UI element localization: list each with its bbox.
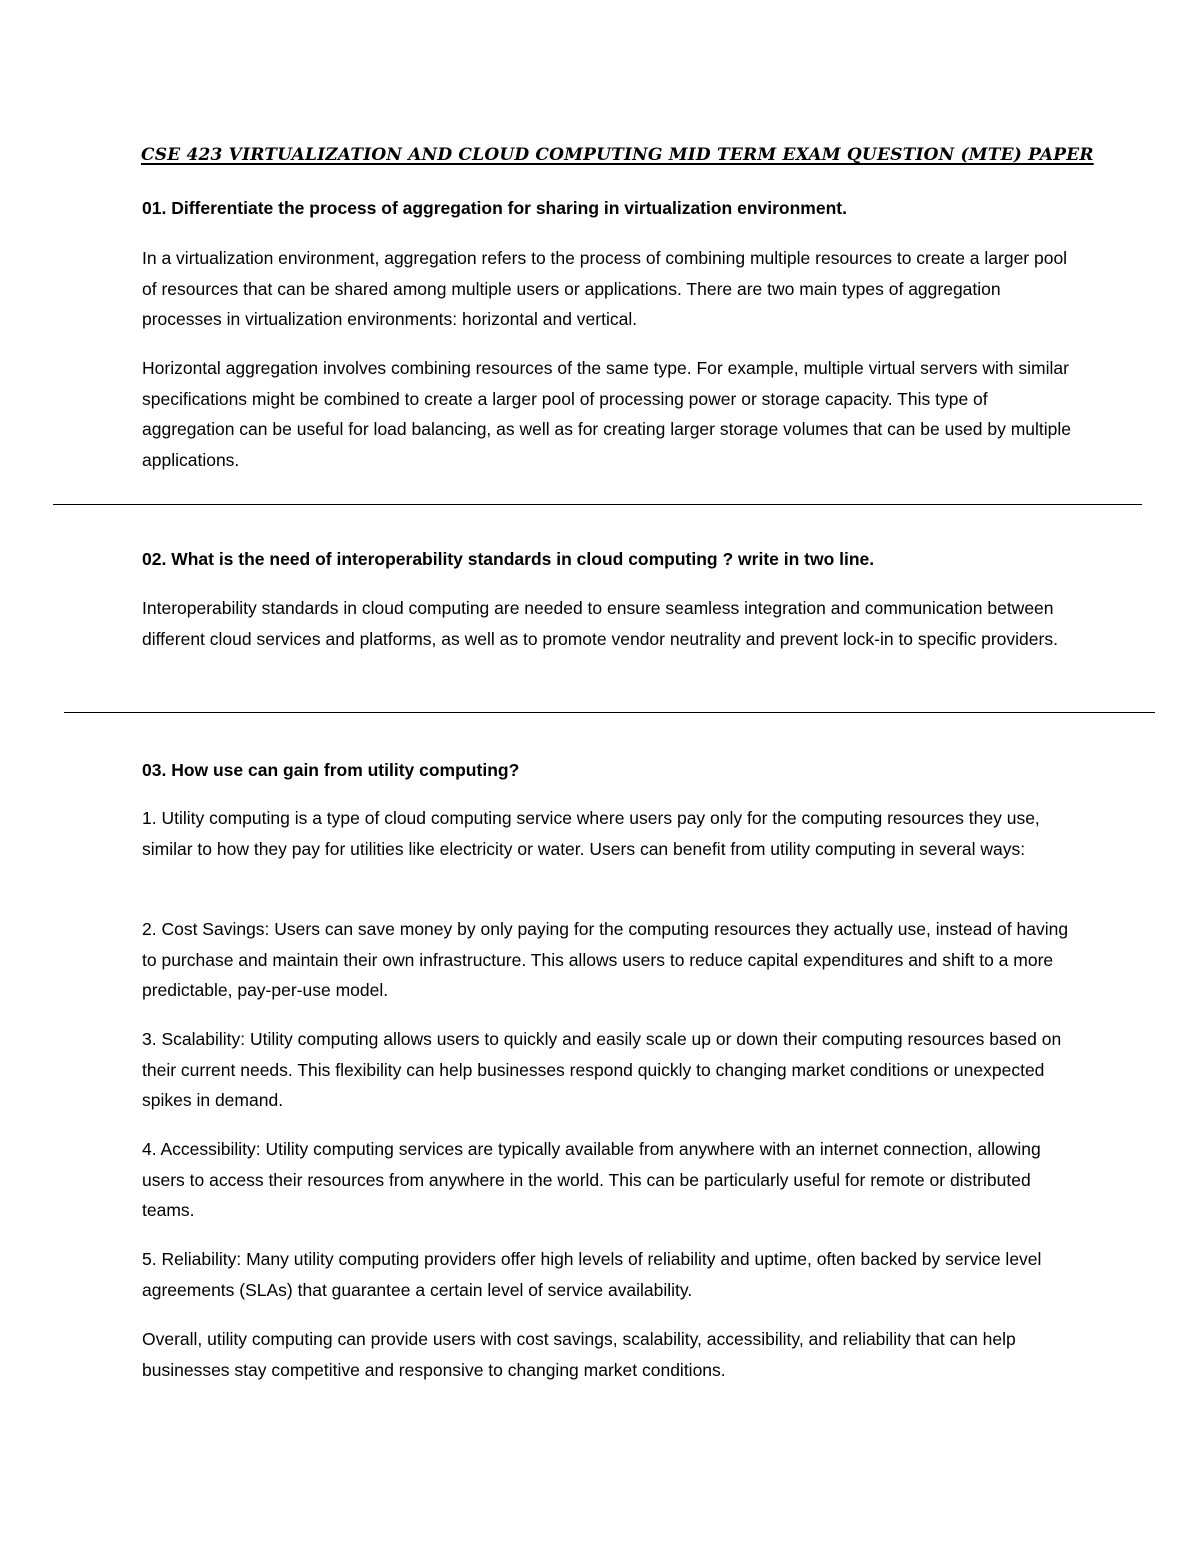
answer-3-paragraph-6-block (142, 1324, 1072, 1385)
question-1-section (142, 196, 1072, 220)
answer-3-paragraph-4-block (142, 1134, 1072, 1226)
answer-1-paragraph-1-block (142, 243, 1072, 335)
answer-3-paragraph-4: 4. Accessibility: Utility computing services are typically available from anywhere with an internet connection, allowing users to access their resources from anywhere in the world. This can be particularly useful for remote or distributed teams. (142, 1139, 1041, 1220)
answer-3-paragraph-5: 5. Reliability: Many utility computing providers offer high levels of reliability and uptime, often backed by service level agreements (SLAs) that guarantee a certain level of service availability. (142, 1249, 1042, 1300)
question-2-heading: 02. What is the need of interoperability standards in cloud computing ? write in two line. (142, 549, 875, 569)
section-divider-1 (53, 504, 1142, 505)
question-3-heading: 03. How use can gain from utility computing? (142, 760, 520, 780)
page-title: CSE 423 VIRTUALIZATION AND CLOUD COMPUTING MID TERM EXAM QUESTION (MTE) PAPER (141, 145, 1094, 165)
answer-3-paragraph-5-block (142, 1244, 1072, 1305)
section-divider-2 (64, 712, 1155, 713)
answer-3-paragraph-2-block (142, 914, 1072, 1006)
answer-1-paragraph-2: Horizontal aggregation involves combining resources of the same type. For example, multiple virtual servers with similar specifications might be combined to create a larger pool of processing power or storage capacity. This type of aggregation can be useful for load balancing, as well as for creating larger storage volumes that can be used by multiple applications. (142, 358, 1072, 470)
answer-3-paragraph-3-block (142, 1024, 1072, 1116)
answer-3-paragraph-2: 2. Cost Savings: Users can save money by only paying for the computing resources they actually use, instead of having to purchase and maintain their own infrastructure. This allows users to reduce capital expenditures and shift to a more predictable, pay-per-use model. (142, 919, 1069, 1000)
answer-1-paragraph-2-block (142, 353, 1072, 475)
question-1-heading: 01. Differentiate the process of aggregation for sharing in virtualization environment. (142, 198, 847, 218)
answer-3-paragraph-1-block (142, 803, 1072, 864)
question-2-section (142, 547, 1072, 571)
answer-2-paragraph-1: Interoperability standards in cloud computing are needed to ensure seamless integration and communication between different cloud services and platforms, as well as to promote vendor neutrality and prevent lock-in to specific providers. (142, 598, 1058, 649)
answer-2-paragraph-1-block (142, 593, 1072, 654)
answer-3-paragraph-3: 3. Scalability: Utility computing allows users to quickly and easily scale up or down their computing resources based on their current needs. This flexibility can help businesses respond quickly to changing market conditions or unexpected spikes in demand. (142, 1029, 1062, 1110)
answer-3-paragraph-6: Overall, utility computing can provide users with cost savings, scalability, accessibility, and reliability that can help businesses stay competitive and responsive to changing market conditions. (142, 1329, 1016, 1380)
answer-3-paragraph-1: 1. Utility computing is a type of cloud computing service where users pay only for the computing resources they use, similar to how they pay for utilities like electricity or water. Users can benefit from utility computing in several ways: (142, 808, 1040, 859)
question-3-section (142, 758, 1072, 782)
answer-1-paragraph-1: In a virtualization environment, aggregation refers to the process of combining multiple resources to create a larger pool of resources that can be shared among multiple users or applications. There are two main types of aggregation processes in virtualization environments: horizontal and vertical. (142, 248, 1068, 329)
